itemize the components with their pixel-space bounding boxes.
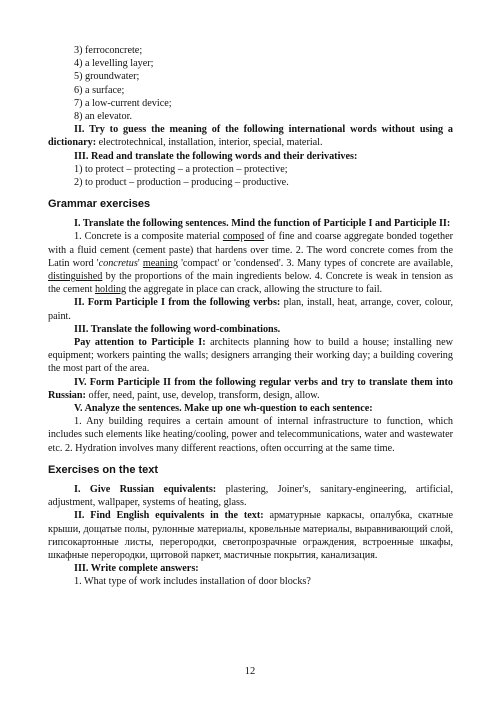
grammar-exercise-3-heading-text: III. Translate the following word-combinations. [74,323,281,335]
grammar-exercise-1-heading [48,217,453,230]
list-item: 1) to protect – protecting – a protection – protective; [74,163,288,175]
list-item: 4) a levelling layer; [74,58,154,70]
grammar-exercise-5-heading-text: V. Analyze the sentences. Make up one wh-question to each sentence: [74,403,373,415]
exercise-3-heading [48,150,453,163]
list-item: 7) a low-current device; [74,97,172,109]
list-item: 5) groundwater; [74,71,140,83]
text-exercise-3-heading [48,562,453,575]
grammar-exercise-3-text: architects planning how to build a house; installing new equipment; workers painting the walls; designers arranging their working day; a building covering the most part of the area. [48,337,454,375]
grammar-exercise-5-heading [48,402,453,415]
list-item: 6) a surface; [74,84,125,96]
exercise-3-heading-text: III. Read and translate the following words and their derivatives: [74,150,358,162]
text-run: ' [137,257,143,269]
section-heading-grammar: Grammar exercises [48,198,151,211]
grammar-exercise-4 [48,376,453,402]
grammar-exercise-4-heading: IV. Form Participle II from the following regular verbs and try to translate them into Russian: [48,376,453,401]
text-exercise-1-heading: I. Give Russian equivalents: [74,483,217,495]
grammar-exercise-3-body [48,336,453,376]
exercise-2 [48,123,453,149]
text-exercise-1-text: plastering, Joiner's, sanitary-engineering, artificial, adjustment, wallpaper, systems of heating, glass. [48,483,454,509]
text-run: by the proportions of the main ingredients below. 4. Concrete is weak in tension as the cement [48,271,453,296]
text-run: 'compact' or 'condensed'. 3. Many types of concrete are available, [177,257,453,269]
list-item: 3) ferroconcrete; [74,45,143,56]
text-exercise-3-heading-text: III. Write complete answers: [74,563,199,575]
text-run: of fine and coarse aggregate bonded together with a fluid cement (cement paste) that hardens over time. 2. The word concrete comes from the Latin word ' [48,231,453,269]
text-exercise-2 [48,509,453,562]
grammar-exercise-5-body: 1. Any building requires a certain amount of internal infrastructure to function, which includes such elements like heating/cooling, power and telecommunications, water and wastewater etc. 2. Hydration involves many different reactions, often occurring at the same time. [48,416,453,454]
grammar-exercise-3-heading [48,323,453,336]
list-item: 8) an elevator. [74,111,132,123]
text-run: 1. Concrete is a composite material [74,231,223,243]
italic-word: concretus [98,257,138,269]
underlined-word: meaning [142,257,178,269]
underlined-word: distinguished [48,271,103,283]
grammar-exercise-3-subheading: Pay attention to Participle I: [74,337,206,349]
grammar-exercise-2-text: plan, install, heat, arrange, cover, colour, paint. [48,297,454,322]
text-run: the aggregate in place can crack, allowing the structure to fail. [126,284,383,296]
section-heading-exercises-on-text: Exercises on the text [48,463,159,476]
grammar-exercise-2-heading: II. Form Participle I from the following verbs: [74,297,281,309]
text-exercise-2-text: арматурные каркасы, опалубка, скатные крыши, дощатые полы, рулонные материалы, кровельные материалы, выравнивающий слой, гипсокартонные листы, перегородки, светопрозрачные ограждения, встроенные шкафы, шкафные перегородки, щитовой паркет, мастичные покрытия, канализация. [48,510,453,561]
document-page [48,44,453,589]
grammar-exercise-4-text: offer, need, paint, use, develop, transform, design, allow. [85,389,320,401]
underlined-word: composed [222,231,265,243]
grammar-exercise-2 [48,296,453,322]
page-number: 12 [244,666,256,677]
grammar-exercise-1-body [48,230,453,296]
list-item: 2) to product – production – producing – productive. [74,177,289,189]
text-exercise-1 [48,483,453,509]
grammar-exercise-1-heading-text: I. Translate the following sentences. Mind the function of Participle I and Participle II: [74,218,451,230]
exercise-2-text: electrotechnical, installation, interior, special, material. [96,137,323,149]
text-exercise-2-heading: II. Find English equivalents in the text: [74,510,264,522]
vocab-list [48,44,453,123]
exercise-2-heading: II. Try to guess the meaning of the following international words without using a dictionary: [48,124,453,149]
text-exercise-3-question: 1. What type of work includes installation of door blocks? [74,576,311,588]
underlined-word: holding [94,284,127,296]
